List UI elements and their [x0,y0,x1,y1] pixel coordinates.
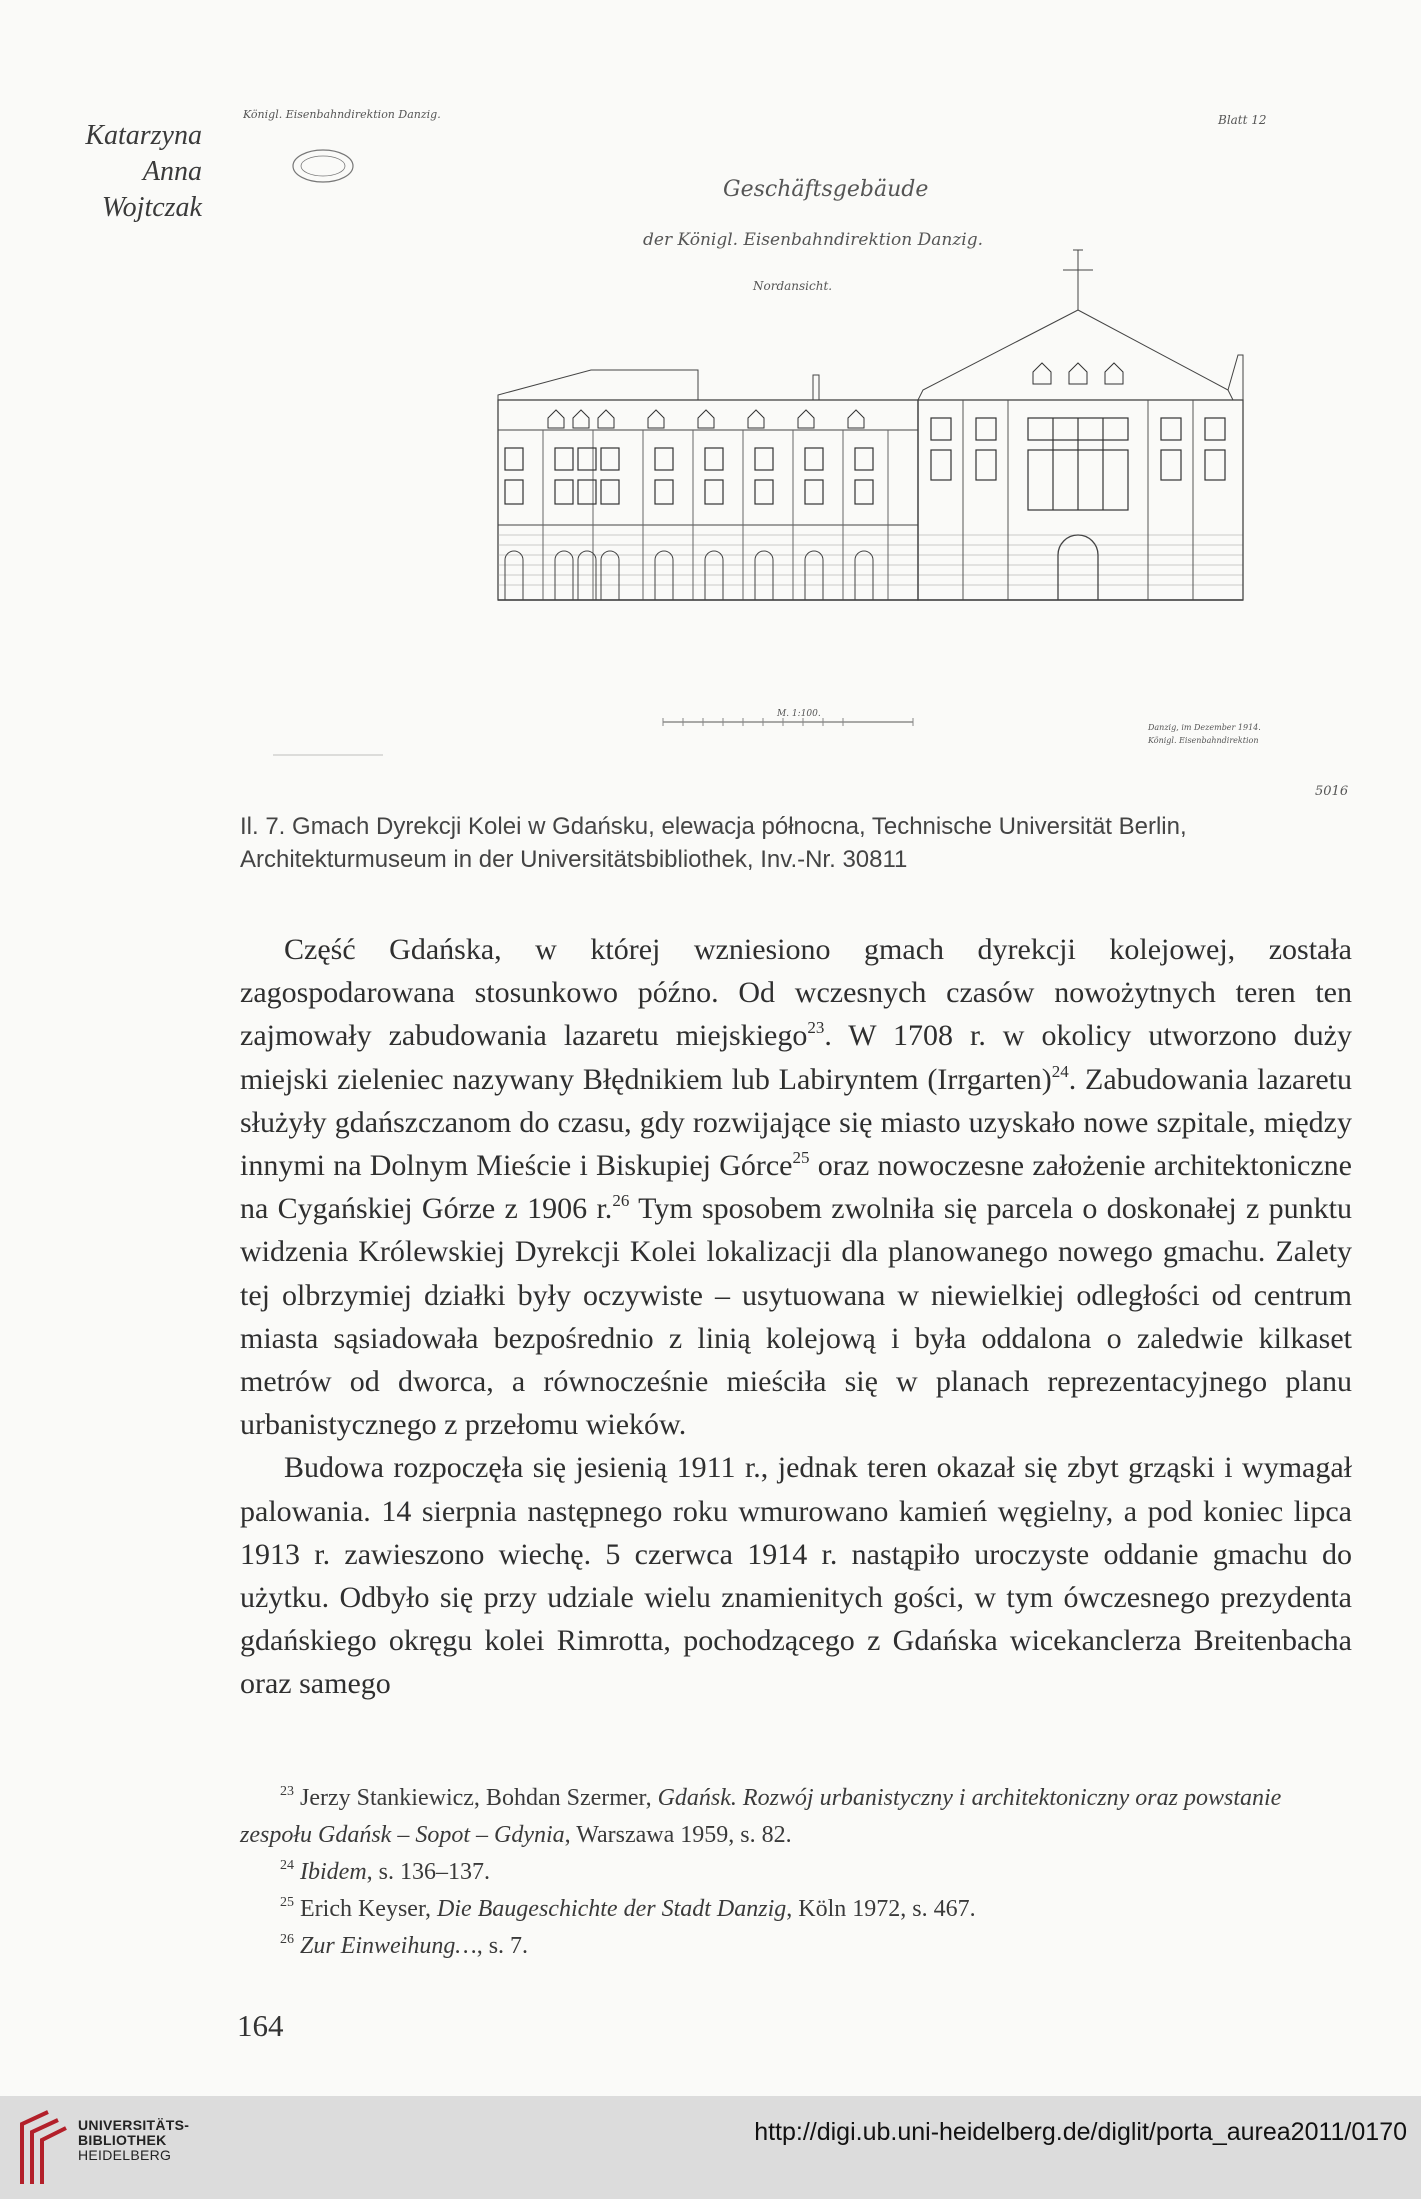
footnote-title: Gdańsk. Rozwój urbanistyczny i architektoniczny oraz powstanie zespołu Gdańsk – Sopot – Gdynia [240,1785,1282,1848]
plate-title: Geschäftsgebäude [723,177,929,202]
caption-line-2: Architekturmuseum in der Universitätsbibliothek, Inv.-Nr. 30811 [240,846,908,873]
author-last-name: Wojtczak [101,192,202,223]
digital-copy-url[interactable]: http://digi.ub.uni-heidelberg.de/diglit/porta_aurea2011/0170 [754,2118,1407,2146]
author-first-name: Katarzyna [85,120,202,151]
footnote-ref-23: 23 [807,1018,825,1038]
logo-line-2: BIBLIOTHEK [78,2132,167,2148]
footnote-ref-24: 24 [1051,1061,1069,1081]
caption-line-1: Il. 7. Gmach Dyrekcji Kolei w Gdańsku, elewacja północna, Technische Universität Berlin, [240,813,1187,840]
north-elevation-drawing [243,100,1353,800]
footnote-text: , s. 7. [476,1933,529,1959]
body-paragraph-1 [240,928,1352,1446]
building-elevation [498,250,1243,600]
body-text-segment: . W 1708 r. w okolicy utworzono duży miejski zieleniec nazywany Błędnikiem lub Labiryntem (Irrgarten) [240,1019,1352,1096]
library-logo-icon [14,2106,70,2190]
footnote-title: Zur Einweihung… [300,1933,477,1959]
footnote-title: Die Baugeschichte der Stadt Danzig [436,1896,787,1922]
page-number: 164 [237,2008,284,2043]
figure-caption [240,810,1350,876]
architectural-drawing-plate [243,100,1353,800]
footer-bar [0,2096,1421,2199]
plate-view-label: Nordansicht. [753,279,833,293]
author-name [60,118,202,226]
footnote-23 [240,1780,1352,1854]
plate-header-right: Blatt 12 [1218,113,1267,127]
logo-line-1: UNIVERSITÄTS- [78,2117,190,2133]
author-middle-name: Anna [142,156,202,187]
footnote-number: 23 [280,1784,294,1799]
body-text-segment: Tym sposobem zwolniła się parcela o doskonałej z punktu widzenia Królewskiej Dyrekcji Kolei lokalizacji dla planowanego nowego gmachu. Zalety tej olbrzymiej działki były oczywiste – usytuowana w niewielkiej odległości od centrum miasta sąsiadowała bezpośrednio z linią kolejową i była oddalona o zaledwie kilkaset metrów od dworca, a równocześnie mieściła się w planach reprezentacyjnego planu urbanistycznego z przełomu wieków. [240,1192,1352,1442]
footnote-25 [240,1891,1352,1928]
footnote-text: , Warszawa 1959, s. 82. [564,1822,792,1848]
footnote-26 [240,1928,1352,1965]
footnote-text: Jerzy Stankiewicz, Bohdan Szermer, [294,1785,658,1811]
library-logo-text [78,2118,189,2163]
footnote-text: Erich Keyser, [294,1896,437,1922]
footnote-ref-26: 26 [612,1191,630,1211]
footnote-number: 25 [280,1895,294,1910]
footnotes [240,1780,1352,1965]
logo-line-3: HEIDELBERG [78,2147,172,2163]
plate-signature-line1: Danzig, im Dezember 1914. [1148,723,1261,732]
plate-signature-line2: Königl. Eisenbahndirektion [1148,736,1259,745]
body-text-segment: Część Gdańska, w której wzniesiono gmach dyrekcji kolejowej, została zagospodarowana stosunkowo późno. Od wczesnych czasów nowożytnych teren ten zajmowały zabudowania lazaretu miejskiego [240,933,1352,1053]
plate-header-left: Königl. Eisenbahndirektion Danzig. [243,108,441,121]
footnote-24 [240,1854,1352,1891]
footnote-ref-25: 25 [792,1148,810,1168]
body-text [240,928,1352,1706]
body-text-segment: . Zabudowania lazaretu służyły gdańszczanom do czasu, gdy rozwijające się miasto uzyskało nowe szpitale, między innymi na Dolnym Mieście i Biskupiej Górce [240,1062,1352,1183]
footnote-text: , Köln 1972, s. 467. [786,1896,976,1922]
plate-inventory-mark: 5016 [1315,784,1349,799]
plate-subtitle: der Königl. Eisenbahndirektion Danzig. [643,230,984,250]
footnote-number: 24 [280,1858,294,1873]
footnote-number: 26 [280,1932,294,1947]
footnote-text: , s. 136–137. [366,1859,490,1885]
scale-bar [663,718,913,726]
body-paragraph-2: Budowa rozpoczęła się jesienią 1911 r., jednak teren okazał się zbyt grząski i wymagał palowania. 14 sierpnia następnego roku wmurowano kamień węgielny, a pod koniec lipca 1913 r. zawieszono wiechę. 5 czerwca 1914 r. nastąpiło uroczyste oddanie gmachu do użytku. Odbyło się przy udziale wielu znamienitych gości, w tym ówczesnego prezydenta gdańskiego okręgu kolei Rimrotta, pochodzącego z Gdańska wicekanclerza Breitenbacha oraz samego [240,1451,1352,1701]
plate-scale-label: M. 1:100. [777,709,821,719]
footnote-title: Ibidem [300,1859,367,1885]
archive-stamp [293,150,353,182]
body-text-segment: oraz nowoczesne założenie architektoniczne na Cygańskiej Górze z 1906 r. [240,1149,1352,1226]
